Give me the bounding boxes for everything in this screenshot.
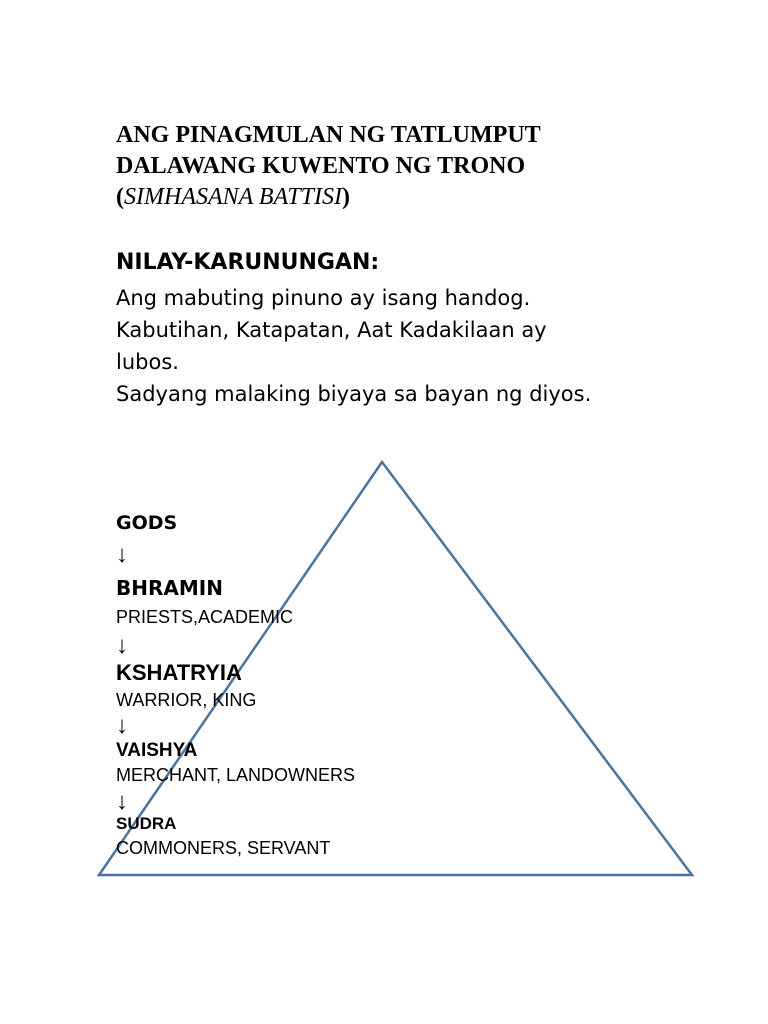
arrow-down-icon: ↓ (116, 632, 128, 659)
level-bhramin-description: PRIESTS,ACADEMIC (116, 607, 294, 627)
arrow-down-icon: ↓ (116, 788, 128, 815)
poem-line-3: lubos. (116, 350, 179, 374)
title-line-1: ANG PINAGMULAN NG TATLUMPUT (116, 122, 541, 148)
poem-line-4: Sadyang malaking biyaya sa bayan ng diyos. (116, 382, 592, 406)
level-kshatryia-description: WARRIOR, KING (116, 690, 257, 710)
level-kshatryia: KSHATRYIA (116, 660, 242, 685)
poem-line-2: Kabutihan, Katapatan, Aat Kadakilaan ay (116, 318, 547, 342)
level-sudra: SUDRA (116, 814, 177, 833)
poem-line-1: Ang mabuting pinuno ay isang handog. (116, 286, 531, 310)
subtitle-open-paren: ( (116, 184, 124, 210)
level-vaishya-description: MERCHANT, LANDOWNERS (116, 765, 356, 785)
subtitle-text: SIMHASANA BATTISI (124, 184, 342, 210)
arrow-down-icon: ↓ (116, 712, 128, 739)
level-sudra-description: COMMONERS, SERVANT (116, 838, 331, 858)
level-vaishya: VAISHYA (116, 740, 198, 761)
level-bhramin: BHRAMIN (116, 576, 223, 600)
level-gods: GODS (116, 512, 178, 534)
arrow-down-icon: ↓ (116, 541, 128, 568)
title-line-2: DALAWANG KUWENTO NG TRONO (116, 153, 526, 179)
section-heading: NILAY-KARUNUNGAN: (116, 250, 380, 275)
subtitle-close-paren: ) (341, 184, 350, 210)
